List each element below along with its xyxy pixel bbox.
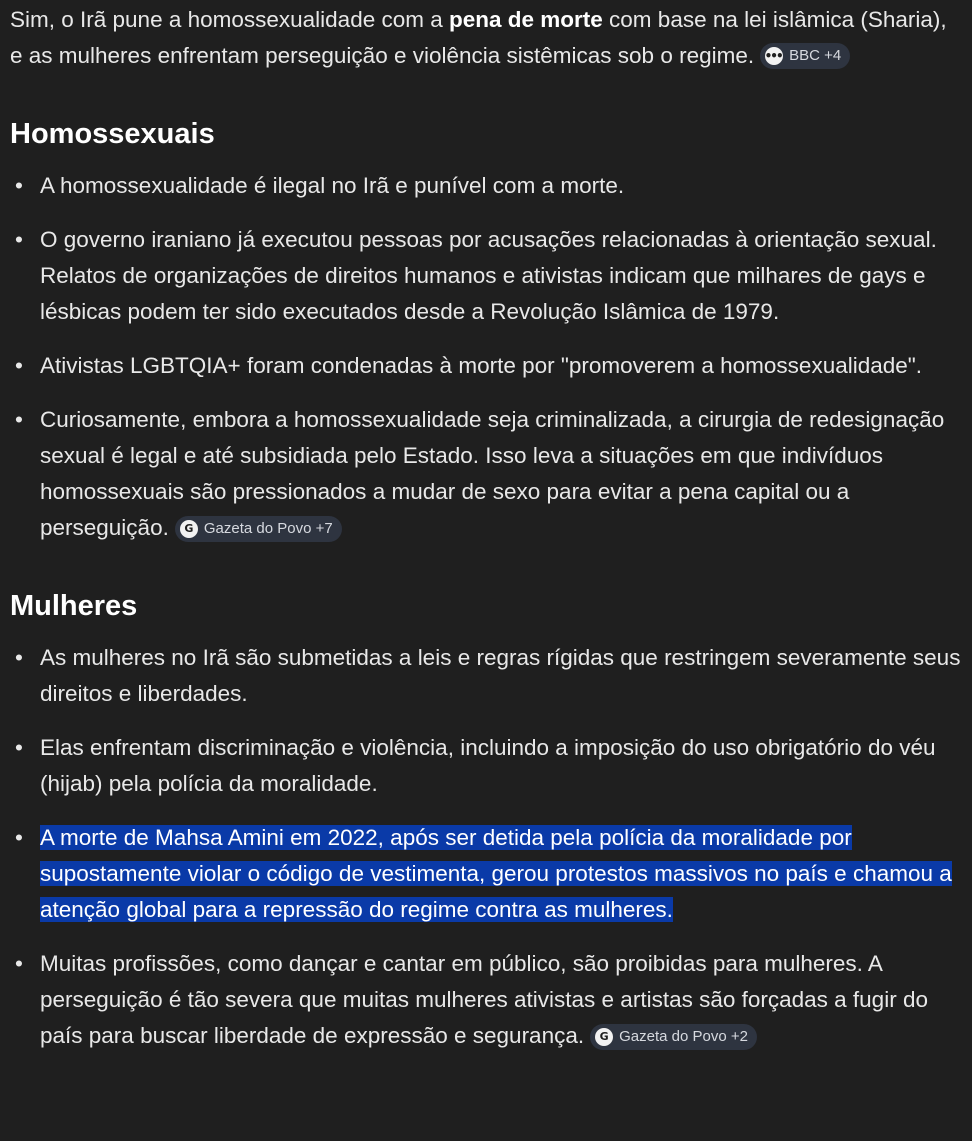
list-item [10,168,962,204]
bbc-dots-icon: ••• [764,49,782,63]
bullet: • [15,951,23,976]
list-item [10,222,962,330]
bullet: • [15,353,23,378]
bullet: • [15,173,23,198]
list-mulheres [10,640,962,1054]
citation-chip-gazeta[interactable] [175,516,342,542]
intro-paragraph [10,2,962,74]
section-heading-homossexuais: Homossexuais [10,118,215,150]
citation-chip-bbc[interactable] [760,43,850,69]
list-item-text: O governo iraniano já executou pessoas por acusações relacionadas à orientação sexual. Relatos de organizações de direitos humanos e ativistas indicam que milhares de gays e lésbicas podem ter sido executados desde a Revolução Islâmica de 1979. [40,227,937,324]
gazeta-g-icon: G [595,1028,613,1046]
list-item [10,640,962,712]
list-item-text: Curiosamente, embora a homossexualidade seja criminalizada, a cirurgia de redesignação sexual é legal e até subsidiada pelo Estado. Isso leva a situações em que indivíduos homossexuais são pressionados a mudar de sexo para evitar a pena capital ou a perseguição. [40,407,945,540]
bullet: • [15,645,23,670]
intro-text-after: com base na lei islâmica (Sharia), e as mulheres enfrentam perseguição e violência sistêmicas sob o regime. [10,7,947,68]
bullet: • [15,407,23,432]
list-item-text: Elas enfrentam discriminação e violência, incluindo a imposição do uso obrigatório do véu (hijab) pela polícia da moralidade. [40,735,936,796]
citation-label: BBC +4 [789,47,842,64]
gazeta-g-icon: G [180,520,198,538]
selected-text-highlight[interactable]: A morte de Mahsa Amini em 2022, após ser detida pela polícia da moralidade por supostamente violar o código de vestimenta, gerou protestos massivos no país e chamou a atenção global para a repressão do regime contra as mulheres. [40,825,952,922]
intro-text-before: Sim, o Irã pune a homossexualidade com a [10,7,449,32]
list-item-text: As mulheres no Irã são submetidas a leis e regras rígidas que restringem severamente seus direitos e liberdades. [40,645,961,706]
list-item [10,348,962,384]
intro-bold-text: pena de morte [449,7,603,32]
list-item [10,730,962,802]
citation-label: Gazeta do Povo +7 [203,520,333,537]
section-heading-mulheres: Mulheres [10,590,138,622]
list-item-selected [10,820,962,928]
citation-label: Gazeta do Povo +2 [619,1028,748,1045]
bullet: • [15,825,23,850]
list-item-text: Ativistas LGBTQIA+ foram condenadas à morte por "promoverem a homossexualidade". [40,353,923,378]
list-item-text: Muitas profissões, como dançar e cantar em público, são proibidas para mulheres. A perseguição é tão severa que muitas mulheres ativistas e artistas são forçadas a fugir do país para buscar liberdade de expressão e segurança. [40,951,928,1048]
bullet: • [15,227,23,252]
bullet: • [15,735,23,760]
list-item [10,402,962,546]
list-item-text: A homossexualidade é ilegal no Irã e punível com a morte. [40,173,625,198]
list-homossexuais [10,168,962,546]
list-item [10,946,962,1054]
citation-chip-gazeta[interactable] [590,1024,757,1050]
